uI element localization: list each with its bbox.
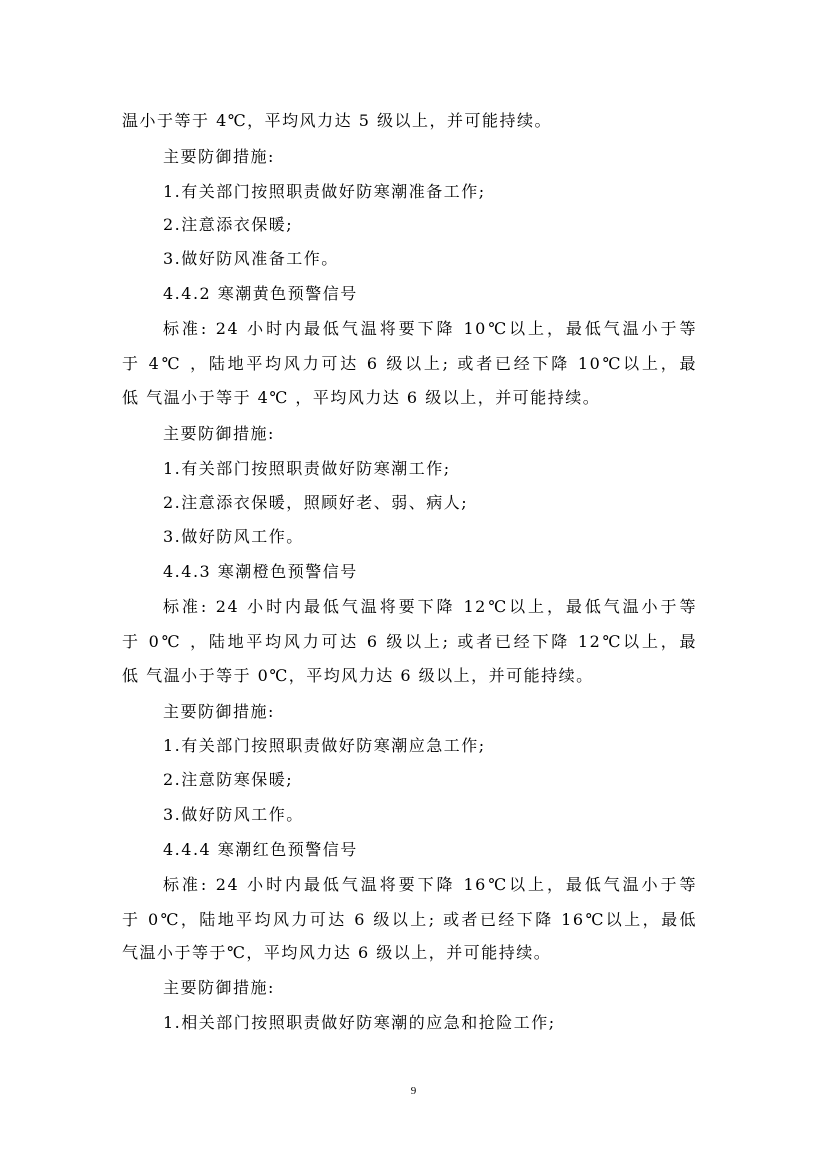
paragraph-line: 低 气温小于等于 4℃ ，平均风力达 6 级以上，并可能持续。 — [122, 388, 601, 407]
paragraph-line: 于 4℃ ，陆地平均风力可达 6 级以上; 或者已经下降 10℃以上，最 — [122, 354, 697, 373]
measures-heading: 主要防御措施: — [163, 147, 275, 166]
measure-item: 1.有关部门按照职责做好防寒潮应急工作; — [163, 736, 486, 755]
paragraph-line: 温小于等于 4℃，平均风力达 5 级以上，并可能持续。 — [122, 111, 553, 130]
measures-heading: 主要防御措施: — [163, 702, 275, 721]
measure-item: 3.做好防风准备工作。 — [163, 249, 339, 268]
measures-heading: 主要防御措施: — [163, 424, 275, 443]
measure-item: 2.注意添衣保暖，照顾好老、弱、病人; — [163, 493, 469, 512]
measures-heading: 主要防御措施: — [163, 978, 275, 997]
paragraph-line: 低 气温小于等于 0℃，平均风力达 6 级以上，并可能持续。 — [122, 666, 594, 685]
measure-item: 3.做好防风工作。 — [163, 527, 304, 546]
paragraph-line: 标准: 24 小时内最低气温将要下降 12℃以上，最低气温小于等 — [163, 597, 697, 616]
page-number: 9 — [410, 1085, 417, 1097]
measure-item: 2.注意添衣保暖; — [163, 215, 294, 234]
measure-item: 1.有关部门按照职责做好防寒潮准备工作; — [163, 182, 486, 201]
measure-item: 1.相关部门按照职责做好防寒潮的应急和抢险工作; — [163, 1013, 556, 1032]
section-heading: 4.4.2 寒潮黄色预警信号 — [163, 284, 358, 303]
measure-item: 1.有关部门按照职责做好防寒潮工作; — [163, 459, 451, 478]
section-heading: 4.4.3 寒潮橙色预警信号 — [163, 562, 358, 581]
paragraph-line: 气温小于等于℃，平均风力达 6 级以上，并可能持续。 — [122, 943, 552, 962]
paragraph-line: 标准: 24 小时内最低气温将要下降 16℃以上，最低气温小于等 — [163, 875, 697, 894]
measure-item: 2.注意防寒保暖; — [163, 770, 294, 789]
measure-item: 3.做好防风工作。 — [163, 805, 304, 824]
paragraph-line: 标准: 24 小时内最低气温将要下降 10℃以上，最低气温小于等 — [163, 319, 697, 338]
paragraph-line: 于 0℃ ，陆地平均风力可达 6 级以上; 或者已经下降 12℃以上，最 — [122, 632, 697, 651]
section-heading: 4.4.4 寒潮红色预警信号 — [163, 840, 358, 859]
paragraph-line: 于 0℃，陆地平均风力可达 6 级以上; 或者已经下降 16℃以上，最低 — [122, 910, 697, 929]
